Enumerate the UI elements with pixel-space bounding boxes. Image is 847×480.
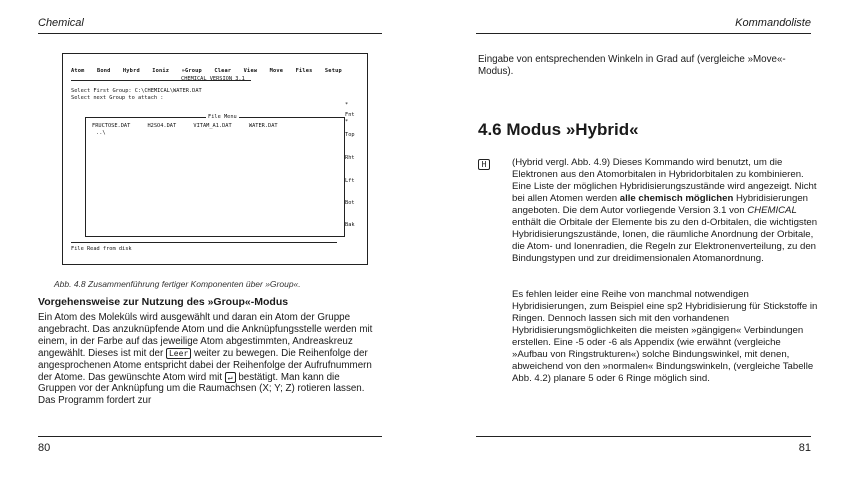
program-menu-bar [71,68,351,75]
first-group-prompt: Select First Group: C:\CHEMICAL\WATER.DAT [71,88,202,94]
side-item-bot: Bot [345,200,355,206]
side-item-star: * [345,102,349,108]
header-rule-left [38,33,382,34]
program-name: CHEMICAL [747,205,797,216]
menu-item-view: View [243,68,258,74]
menu-item-hybrd: Hybrd [122,68,140,74]
running-header-left: Chemical [38,17,84,29]
side-item-bak: Bak [345,222,355,228]
leer-key-icon: Leer [166,348,191,359]
status-divider [71,242,337,243]
file-item: H2SO4.DAT [147,123,177,129]
section-heading-right: 4.6 Modus »Hybrid« [478,120,639,139]
menu-item-setup: Setup [324,68,342,74]
intro-text: Eingabe von entsprechenden Winkeln in Grad auf (vergleiche »Move«-Modus). [478,54,786,77]
file-item: WATER.DAT [248,123,278,129]
paragraph-text: Hybridisierungen angeboten. Die dem Autor vorliegende Version 3.1 von [512,193,808,216]
menu-item-ioniz: Ioniz [152,68,170,74]
file-list [92,123,292,130]
status-line: File Read from disk [71,246,132,252]
program-version: CHEMICAL VERSION 3.1 [181,76,245,82]
paragraph-text: enthält die Orbitale der Elemente bis zu den d-Orbitalen, die wichtigsten Hybridisierungszustände, Ionen, die räumliche Anordnung der Orbitale, die Atom- und Ionenradien, die Regeln zur Elektronenverteilung, zu den Bindungstypen und zur dreidimensionalen Atomanordnung. [512,217,818,264]
side-item-top: Top [345,132,355,138]
running-header-right: Kommandoliste [735,17,811,29]
bold-phrase: alle chemisch möglichen [619,193,734,204]
hybrid-paragraph-1 [512,157,818,265]
page-number-left: 80 [38,442,51,454]
hybrid-paragraph-2: Es fehlen leider eine Reihe von manchmal notwendigen Hybridisierungen, zum Beispiel eine sp2 Hybridisierung für Stickstoffe in Ringen. Dennoch lassen sich mit den vorhandenen Hybridisierungsmöglichkeiten die meisten »gängigen« Verbindungen erstellen. Eine -5 oder -6 als Appendix (wie erwähnt (vergleiche »Aufbau von Ringstrukturen«) solche Bindungswinkel, mit denen, abweichend von den »normalen« Bindungswinkeln, (vergleiche Tabelle Abb. 4.2) planare 5 oder 6 Ringe möglich sind. [512,289,818,384]
menu-item-clear: Clear [214,68,232,74]
menu-item-atom: Atom [71,68,85,74]
side-item-fnt: Fnt [345,112,355,118]
header-rule-right [476,33,811,34]
section-heading-left: Vorgehensweise zur Nutzung des »Group«-Modus [38,296,289,308]
file-menu-title: File Menu [208,114,237,120]
body-text-part: bestätigt. Man kann die Gruppen vor der Anknüpfung um die Raumachsen (X; Y; Z) rotieren lassen. Das Programm fordert zur [38,371,365,407]
footer-rule-left [38,436,382,437]
file-menu-box [85,114,345,237]
side-item-rht: Rht [345,155,355,161]
body-text-part: Ein Atom des Moleküls wird ausgewählt und daran ein Atom der Gruppe angebracht. Das anzuknüpfende Atom und die Anknüpfungsstelle werden mit einem, in der Farbe auf das jeweilige Atom abgestimmten, Andreaskreuz angewählt. Dieses ist mit der [38,312,373,359]
next-group-prompt: Select next Group to attach : [71,95,164,101]
parent-dir-item: ..\ [96,130,106,136]
enter-key-icon: ↵ [225,372,236,383]
menu-item-move: Move [269,68,284,74]
menu-item-files: Files [295,68,313,74]
menu-item-group: »Group [181,68,202,74]
file-item: VITAM_A1.DAT [193,123,232,129]
body-text-part: weiter zu bewegen. Die Reihenfolge der angesprochenen Atome entspricht dabei der Reihenfolge der Aufrufnummern der Atome. Das gewünschte Atom wird mit [38,347,372,383]
side-item-lft: Lft [345,178,355,184]
menu-item-bond: Bond [96,68,111,74]
h-key-icon: H [478,159,490,170]
body-text-left [38,312,378,407]
page-number-right: 81 [798,442,811,454]
footer-rule-right [476,436,811,437]
file-item: FRUCTOSE.DAT [92,123,131,129]
paragraph-text: (Hybrid vergl. Abb. 4.9) Dieses Kommando wird benutzt, um die Elektronen aus den Atomorbitalen in Hybridorbitalen zu kombinieren. Eine Liste der möglichen Hybridisierungszustände wird angezeigt. Nicht bei allen Atomen werden [512,157,817,204]
screenshot-figure [62,53,368,265]
side-item-star: * [345,119,349,125]
figure-caption: Abb. 4.8 Zusammenführung fertiger Komponenten über »Group«. [54,279,301,289]
